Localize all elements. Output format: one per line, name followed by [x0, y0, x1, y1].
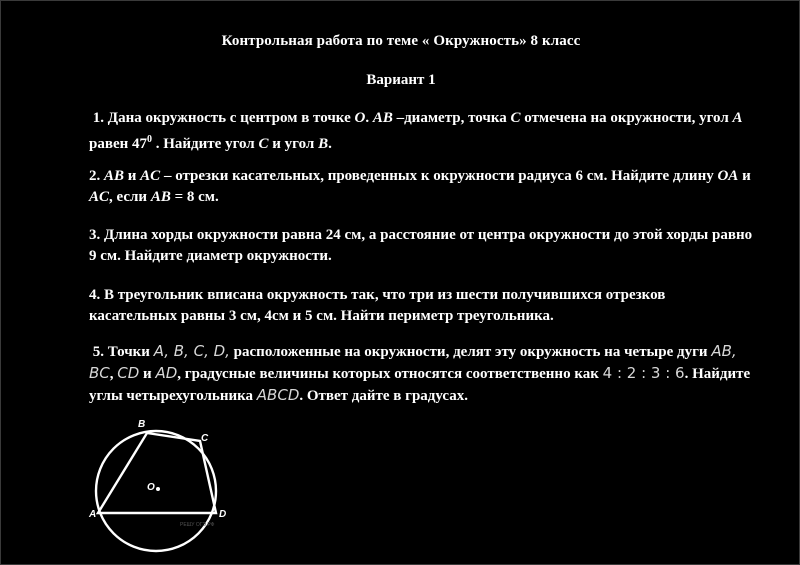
- task-1: 1. Дана окружность с центром в точке O. AB –диаметр, точка C отмечена на окружности, угол A равен $47^0$ . Найдите угол C и угол B.: [89, 110, 743, 152]
- task-number: 5.: [92, 344, 104, 360]
- task-2: 2. AB и AC – отрезки касательных, проведенных к окружности радиуса 6 см. Найдите длину OA и AC, если AB = 8 см.: [89, 168, 751, 205]
- circle-quadrilateral-figure: [87, 413, 247, 563]
- label-b: B: [138, 419, 146, 430]
- task-number: 1.: [92, 110, 104, 126]
- task-number: 2.: [89, 168, 101, 184]
- circle: [96, 431, 216, 551]
- variant-heading: Вариант 1: [366, 72, 436, 88]
- task-3: [89, 225, 757, 267]
- label-d: D: [219, 509, 227, 520]
- task-4: [89, 285, 757, 327]
- label-a: A: [89, 509, 97, 520]
- label-c: C: [201, 433, 209, 444]
- task-text: В треугольник вписана окружность так, что три из шести получившихся отрезков касательных равны 3 см, 4см и 5 см. Найти периметр треугольника.: [89, 287, 666, 324]
- center-point: [156, 487, 160, 491]
- task-5: 5. Точки A, B, C, D, расположенные на окружности, делят эту окружность на четыре дуги AB, BC, CD и AD, градусные величины которых относятся соответственно как 4 : 2 : 3 : 6. Найдите углы четырехугольника ABCD. Ответ дайте в градусах.: [89, 342, 751, 404]
- task-text: Длина хорды окружности равна 24 см, а расстояние от центра окружности до этой хорды равно 9 см. Найдите диаметр окружности.: [89, 227, 753, 264]
- page-title: Контрольная работа по теме « Окружность» 8 класс: [221, 33, 581, 49]
- watermark: РЕШУ ОГЭ.РФ: [180, 522, 215, 528]
- task-number: 3.: [89, 227, 101, 243]
- label-o: O: [147, 482, 155, 493]
- task-number: 4.: [89, 287, 101, 303]
